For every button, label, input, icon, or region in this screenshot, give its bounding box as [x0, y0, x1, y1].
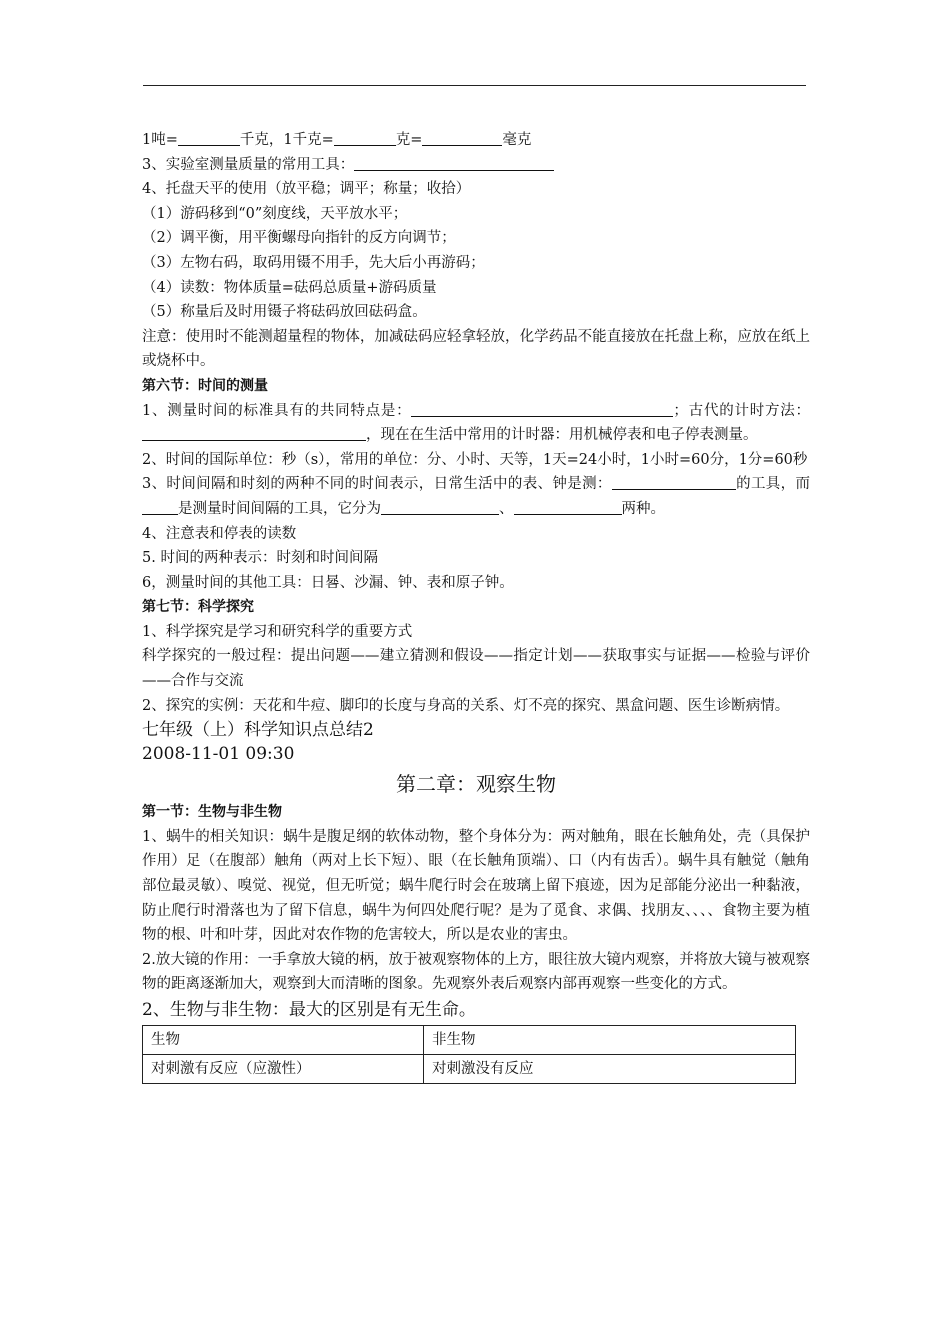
time-standard-paragraph — [142, 399, 810, 448]
step-1-line: （1）游码移到“0”刻度线，天平放水平； — [142, 205, 408, 222]
comparison-table — [142, 1025, 796, 1084]
chapter-heading: 第二章：观察生物 — [396, 772, 556, 797]
table-cell: 对刺激没有反应 — [424, 1055, 796, 1084]
fill-blank — [422, 128, 502, 146]
time-line-4: 4、注意表和停表的读数 — [142, 525, 297, 542]
fill-blank — [612, 472, 736, 490]
text: 克= — [395, 132, 423, 148]
inquiry-process-paragraph: 科学探究的一般过程：提出问题——建立猜测和假设——指定计划——获取事实与证据——检验与评价——合作与交流 — [142, 648, 810, 690]
note-paragraph: 注意：使用时不能测超量程的物体，加减砝码应轻拿轻放，化学药品不能直接放在托盘上称，应放在纸上或烧杯中。 — [142, 328, 810, 370]
balance-usage-line: 4、托盘天平的使用（放平稳；调平；称量；收拾） — [142, 181, 471, 198]
step-2-line: （2）调平衡，用平衡螺母向指针的反方向调节； — [142, 230, 456, 247]
time-line-6: 6，测量时间的其他工具：日晷、沙漏、钟、表和原子钟。 — [142, 574, 514, 591]
fill-blank — [142, 423, 366, 441]
table-cell: 对刺激有反应（应激性） — [143, 1055, 424, 1084]
text: 3、时间间隔和时刻的两种不同的时间表示，日常生活中的表、钟是测： — [142, 476, 612, 493]
text: 两种。 — [621, 500, 665, 517]
fill-blank — [178, 128, 240, 146]
living-nonliving-line: 2、生物与非生物：最大的区别是有无生命。 — [142, 1000, 476, 1020]
summary-date: 2008-11-01 09:30 — [142, 744, 295, 765]
text: 千克，1千克= — [239, 132, 334, 148]
text: 是测量时间间隔的工具，它分为 — [178, 500, 381, 517]
time-interval-paragraph — [142, 472, 810, 521]
text: 1、测量时间的标准具有的共同特点是： — [142, 402, 412, 419]
step-4-line: （4）读数：物体质量=砝码总质量+游码质量 — [142, 279, 437, 296]
text: ；古代的计时方法： — [673, 402, 811, 419]
section-1-heading: 第一节：生物与非生物 — [142, 804, 282, 821]
fill-blank — [381, 497, 499, 515]
document-body — [142, 128, 810, 1084]
text: 3、实验室测量质量的常用工具： — [142, 156, 355, 173]
step-3-line: （3）左物右码，取码用镊不用手，先大后小再游码； — [142, 254, 485, 271]
text: 1吨= — [142, 132, 178, 148]
inquiry-line-1: 1、科学探究是学习和研究科学的重要方式 — [142, 623, 413, 640]
text: 毫克 — [502, 132, 532, 148]
inquiry-examples-paragraph: 2、探究的实例：天花和牛痘、脚印的长度与身高的关系、灯不亮的探究、黑盒问题、医生诊断病情。 — [142, 697, 790, 714]
fill-blank — [142, 497, 178, 515]
time-units-paragraph: 2、时间的国际单位：秒（s），常用的单位：分、小时、天等，1天=24小时，1小时=60分，1分=60秒 — [142, 451, 808, 468]
fill-blank — [334, 128, 396, 146]
time-line-5: 5. 时间的两种表示：时刻和时间间隔 — [142, 550, 378, 567]
header-rule — [143, 85, 806, 86]
fill-blank — [354, 153, 554, 171]
section-6-heading: 第六节：时间的测量 — [142, 377, 268, 394]
text: 的工具，而 — [735, 476, 810, 493]
text: 、 — [499, 500, 514, 517]
text: ，现在在生活中常用的计时器：用机械停表和电子停表测量。 — [366, 427, 758, 444]
table-cell: 非生物 — [424, 1026, 796, 1055]
fill-blank — [411, 399, 673, 417]
magnifier-paragraph: 2.放大镜的作用：一手拿放大镜的柄，放于被观察物体的上方，眼往放大镜内观察，并将放大镜与被观察物的距离逐渐加大，观察到大而清晰的图象。先观察外表后观察内部再观察一些变化的方式。 — [142, 951, 810, 993]
snail-paragraph: 1、蜗牛的相关知识：蜗牛是腹足纲的软体动物，整个身体分为：两对触角，眼在长触角处，壳（具保护作用）足（在腹部）触角（两对上长下短）、眼（在长触角顶端）、口（内有齿舌）。蜗牛具有触觉（触角部位最灵敏）、嗅觉、视觉，但无听觉；蜗牛爬行时会在玻璃上留下痕迹，因为足部能分泌出一种黏液，防止爬行时滑落也为了留下信息，蜗牛为何四处爬行呢？是为了觅食、求偶、找朋友、、、、食物主要为植物的根、叶和叶芽，因此对农作物的危害较大，所以是农业的害虫。 — [142, 828, 810, 944]
fill-blank — [514, 497, 622, 515]
summary-title: 七年级（上）科学知识点总结2 — [142, 720, 374, 741]
table-cell: 生物 — [143, 1026, 424, 1055]
section-7-heading: 第七节：科学探究 — [142, 599, 254, 616]
unit-conversion-line — [142, 128, 810, 153]
mass-tool-line — [142, 153, 810, 178]
table-row — [143, 1026, 796, 1055]
step-5-line: （5）称量后及时用镊子将砝码放回砝码盒。 — [142, 304, 427, 321]
table-row — [143, 1055, 796, 1084]
